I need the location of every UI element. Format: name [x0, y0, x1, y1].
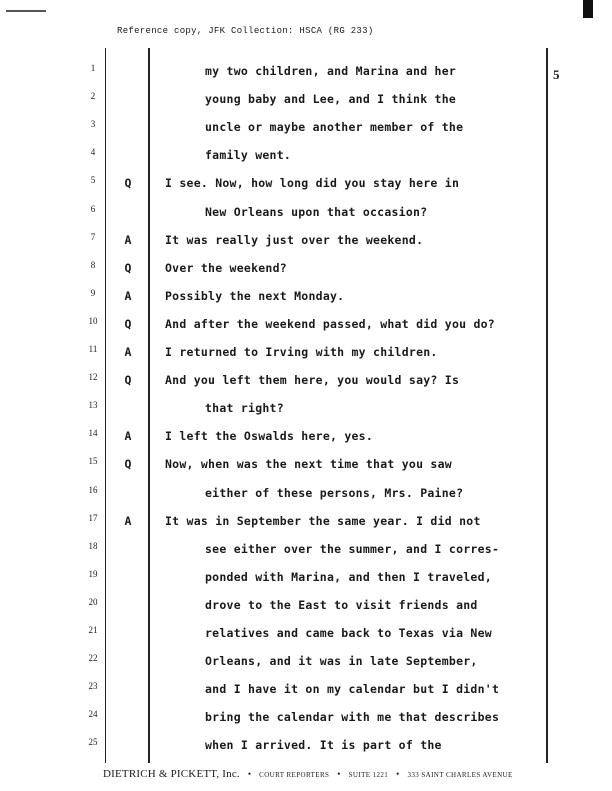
line-text: I returned to Irving with my children. [165, 345, 438, 359]
transcript-line [0, 486, 600, 506]
transcript-line [0, 289, 600, 309]
line-number: 17 [88, 512, 98, 523]
line-number: 13 [88, 400, 98, 411]
transcript-line [0, 373, 600, 393]
line-number: 2 [90, 91, 96, 102]
line-text: Possibly the next Monday. [165, 288, 345, 303]
line-text: Over the weekend? [165, 260, 287, 275]
line-text: Now, when was the next time that you saw [165, 457, 452, 472]
transcript-line [0, 401, 600, 421]
speaker-label: Q [124, 457, 132, 472]
line-number: 21 [88, 625, 98, 635]
speaker-label: A [124, 288, 132, 303]
transcript-line [0, 176, 600, 196]
line-number: 25 [88, 737, 98, 748]
footer-address: 333 SAINT CHARLES AVENUE [407, 771, 513, 779]
line-text: Orleans, and it was in late September, [205, 654, 478, 669]
speaker-label: A [124, 345, 132, 359]
line-number: 16 [88, 484, 98, 495]
line-number: 1 [90, 63, 96, 73]
transcript-line [0, 205, 600, 225]
line-number: 12 [88, 372, 98, 383]
line-number: 6 [90, 203, 96, 214]
transcript-line [0, 148, 600, 168]
line-text: and I have it on my calendar but I didn't [205, 682, 500, 697]
line-number: 9 [90, 287, 96, 298]
line-number: 22 [88, 653, 98, 664]
line-number: 24 [88, 709, 98, 720]
line-text: either of these persons, Mrs. Paine? [205, 485, 464, 500]
line-text: young baby and Lee, and I think the [205, 92, 457, 107]
line-number: 14 [88, 428, 98, 439]
line-number: 15 [88, 456, 98, 467]
transcript-line [0, 457, 600, 477]
line-number: 23 [88, 681, 98, 692]
line-text: when I arrived. It is part of the [205, 738, 442, 753]
line-text: And you left them here, you would say? Is [165, 373, 460, 388]
line-number: 7 [90, 231, 96, 242]
line-number: 18 [88, 540, 98, 551]
line-number: 3 [90, 119, 96, 130]
speaker-label: A [124, 513, 132, 528]
line-text: It was in September the same year. I did not [165, 513, 481, 528]
speaker-label: Q [124, 176, 132, 191]
speaker-label: A [124, 429, 132, 444]
line-number: 4 [90, 147, 96, 158]
line-number: 11 [88, 344, 98, 354]
footer: DIETRICH & PICKETT, Inc. • COURT REPORTERS • SUITE 1221 • 333 SAINT CHARLES AVENUE [103, 768, 513, 780]
line-text: relatives and came back to Texas via New [205, 626, 492, 640]
corner-mark [583, 0, 593, 18]
transcript-line [0, 261, 600, 281]
transcript-line [0, 317, 600, 337]
transcript-line [0, 345, 600, 365]
line-text: see either over the summer, and I corres- [205, 541, 500, 556]
transcript-line [0, 626, 600, 646]
transcript-line [0, 738, 600, 758]
line-text: ponded with Marina, and then I traveled, [205, 569, 492, 584]
transcript-line [0, 710, 600, 730]
footer-suite: SUITE 1221 [348, 771, 389, 779]
speaker-label: Q [124, 260, 132, 275]
transcript-line [0, 64, 600, 84]
line-number: 10 [88, 315, 98, 326]
line-number: 5 [90, 175, 96, 186]
speaker-label: Q [124, 373, 132, 388]
page-number: 5 [553, 67, 560, 82]
line-text: I see. Now, how long did you stay here in [165, 176, 460, 191]
line-number: 19 [88, 568, 98, 579]
transcript-line [0, 429, 600, 449]
line-text: my two children, and Marina and her [205, 64, 457, 78]
line-number: 8 [90, 259, 96, 270]
footer-company: DIETRICH & PICKETT, Inc. [103, 768, 240, 780]
transcript-line [0, 233, 600, 253]
speaker-label: Q [124, 316, 132, 331]
line-text: bring the calendar with me that describes [205, 710, 500, 725]
line-text: family went. [205, 148, 292, 163]
line-text: that right? [205, 401, 284, 416]
line-text: uncle or maybe another member of the [205, 120, 464, 135]
transcript-line [0, 654, 600, 674]
line-text: I left the Oswalds here, yes. [165, 429, 374, 444]
transcript-line [0, 542, 600, 562]
transcript-line [0, 514, 600, 534]
line-text: drove to the East to visit friends and [205, 597, 478, 612]
line-text: And after the weekend passed, what did you do? [165, 316, 495, 331]
transcript-line [0, 682, 600, 702]
scan-speck [6, 10, 46, 12]
transcript-line [0, 570, 600, 590]
transcript-line [0, 120, 600, 140]
line-text: New Orleans upon that occasion? [205, 204, 428, 219]
transcript-line [0, 598, 600, 618]
line-number: 20 [88, 596, 98, 607]
reference-header: Reference copy, JFK Collection: HSCA (RG 233) [117, 26, 374, 36]
footer-role: COURT REPORTERS [259, 771, 330, 779]
transcript-line [0, 92, 600, 112]
line-text: It was really just over the weekend. [165, 232, 424, 247]
speaker-label: A [124, 232, 132, 247]
